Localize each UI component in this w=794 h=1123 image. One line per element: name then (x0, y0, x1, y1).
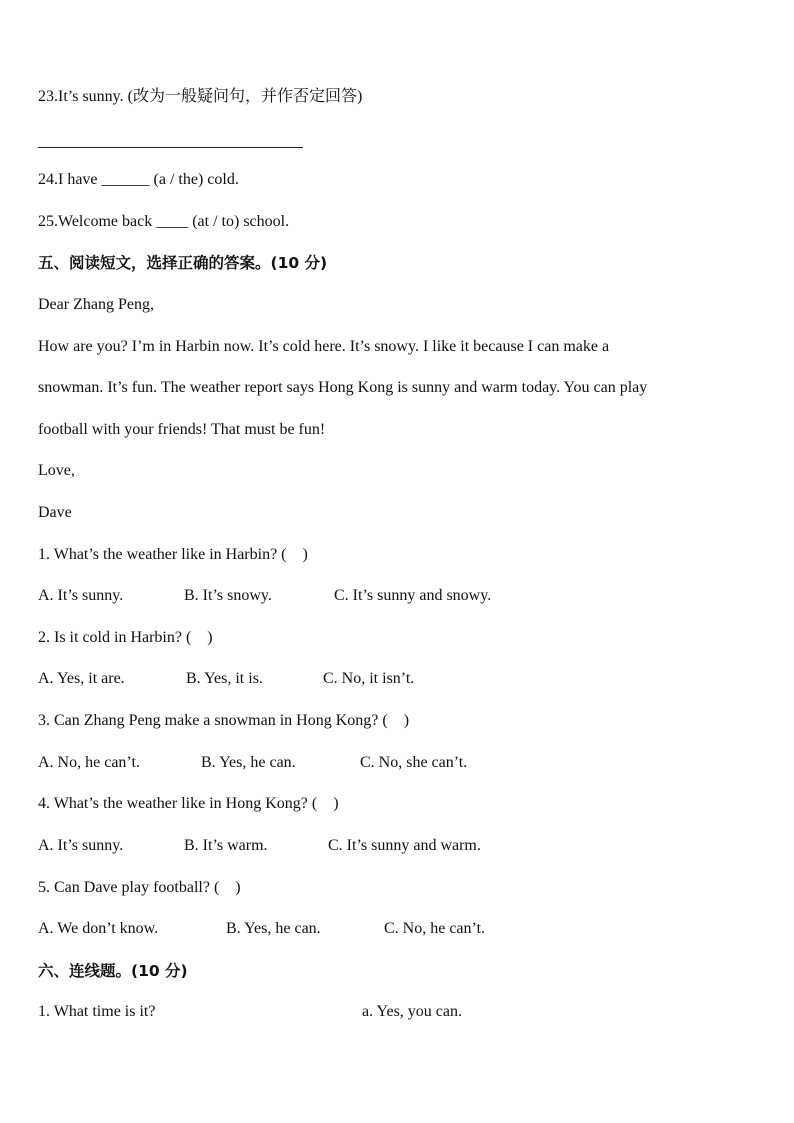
option-b: B. It’s snowy. (184, 587, 272, 604)
answer-line (38, 147, 303, 148)
question-25: 25.Welcome back ____ (at / to) school. (38, 213, 290, 230)
question-23: 23.It’s sunny. (改为一般疑问句，并作否定回答) (38, 88, 363, 105)
option-c: C. No, it isn’t. (323, 670, 415, 687)
matching-left-item: 1. What time is it? (38, 1003, 156, 1020)
option-b: B. Yes, it is. (186, 670, 263, 687)
section-5-heading: 五、阅读短文，选择正确的答案。(10 分) (38, 254, 328, 272)
letter-closing: Love, (38, 462, 75, 479)
reading-question: 5. Can Dave play football? ( ) (38, 879, 241, 896)
option-a: A. It’s sunny. (38, 587, 124, 604)
option-c: C. It’s sunny and snowy. (334, 587, 492, 604)
reading-question: 2. Is it cold in Harbin? ( ) (38, 629, 213, 646)
option-c: C. No, she can’t. (360, 754, 468, 771)
question-24: 24.I have ______ (a / the) cold. (38, 171, 239, 188)
section-6-heading: 六、连线题。(10 分) (38, 962, 188, 980)
matching-right-item: a. Yes, you can. (362, 1003, 462, 1020)
reading-question: 3. Can Zhang Peng make a snowman in Hong Kong? ( ) (38, 712, 410, 729)
option-a: A. It’s sunny. (38, 837, 124, 854)
option-a: A. We don’t know. (38, 920, 159, 937)
reading-question: 4. What’s the weather like in Hong Kong? ( ) (38, 795, 339, 812)
letter-body-line: football with your friends! That must be fun! (38, 421, 326, 438)
option-c: C. No, he can’t. (384, 920, 486, 937)
letter-greeting: Dear Zhang Peng, (38, 296, 154, 313)
option-b: B. Yes, he can. (226, 920, 321, 937)
option-b: B. Yes, he can. (201, 754, 296, 771)
option-a: A. No, he can’t. (38, 754, 140, 771)
option-c: C. It’s sunny and warm. (328, 837, 481, 854)
letter-body-line: How are you? I’m in Harbin now. It’s cold here. It’s snowy. I like it because I can make a (38, 338, 610, 355)
option-a: A. Yes, it are. (38, 670, 125, 687)
letter-body-line: snowman. It’s fun. The weather report says Hong Kong is sunny and warm today. You can play (38, 379, 648, 396)
option-b: B. It’s warm. (184, 837, 268, 854)
reading-question: 1. What’s the weather like in Harbin? ( ) (38, 546, 308, 563)
letter-signature: Dave (38, 504, 72, 521)
